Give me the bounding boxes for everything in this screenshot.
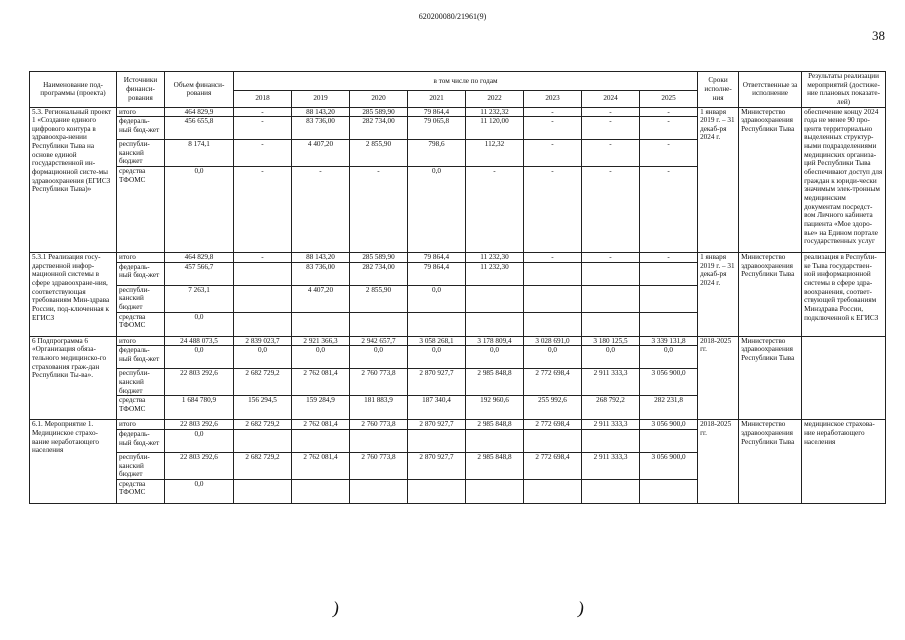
year-value: 159 284,9: [292, 396, 350, 420]
year-value: [640, 312, 698, 336]
year-value: 2 762 081,4: [292, 452, 350, 479]
year-value: 0,0: [408, 346, 466, 369]
year-value: 3 056 900,0: [640, 452, 698, 479]
year-value: 255 992,6: [524, 396, 582, 420]
funding-total: 0,0: [165, 346, 234, 369]
year-value: 2 772 698,4: [524, 452, 582, 479]
year-value: [350, 312, 408, 336]
funding-total: 464 829,8: [165, 253, 234, 263]
year-value: [582, 429, 640, 452]
year-value: 2 762 081,4: [292, 369, 350, 396]
responsible-executor: Министерство здравоохранения Республики Тыва: [739, 336, 802, 420]
year-value: 83 736,00: [292, 117, 350, 140]
responsible-executor: Министерство здравоохранения Республики Тыва: [739, 107, 802, 253]
year-value: 2 772 698,4: [524, 369, 582, 396]
year-value: [234, 312, 292, 336]
table-row: [30, 420, 886, 430]
year-value: 2 762 081,4: [292, 420, 350, 430]
funding-source: итого: [117, 336, 165, 346]
year-value: [524, 429, 582, 452]
implementation-result: реализация в Республи-ке Тыва государствен-ной информационной системы в сфере здра-воохранения, соответ-ствующей требованиям Минздрава России, подключенной к ЕГИСЗ: [802, 253, 886, 337]
year-value: 0,0: [640, 346, 698, 369]
year-value: -: [524, 117, 582, 140]
funding-total: 0,0: [165, 479, 234, 503]
year-value: 0,0: [350, 346, 408, 369]
year-value: -: [234, 107, 292, 117]
year-value: 2 870 927,7: [408, 420, 466, 430]
year-value: 2 682 729,2: [234, 452, 292, 479]
year-value: 2 985 848,8: [466, 452, 524, 479]
year-value: 88 143,20: [292, 107, 350, 117]
year-value: [234, 262, 292, 285]
year-value: 285 589,90: [350, 253, 408, 263]
year-value: [466, 479, 524, 503]
responsible-executor: Министерство здравоохранения Республики Тыва: [739, 420, 802, 504]
year-value: 187 340,4: [408, 396, 466, 420]
year-value: 156 294,5: [234, 396, 292, 420]
funding-source: итого: [117, 107, 165, 117]
funding-total: 456 655,8: [165, 117, 234, 140]
document-id: 620200080/21961(9): [418, 12, 487, 21]
year-value: -: [234, 140, 292, 167]
year-value: [466, 312, 524, 336]
year-value: 181 883,9: [350, 396, 408, 420]
program-name: 6 Подпрограмма 6 «Организация обяза-тельного медицинско-го страхования граж-дан Республики Ты-ва».: [30, 336, 117, 420]
execution-term: 1 января 2019 г. – 31 декаб-ря 2024 г.: [698, 253, 739, 337]
header-sources: Источники финанси-рования: [117, 72, 165, 108]
funding-source: итого: [117, 253, 165, 263]
header-year: 2018: [234, 91, 292, 108]
funding-total: 24 488 073,5: [165, 336, 234, 346]
year-value: 2 942 657,7: [350, 336, 408, 346]
year-value: 282 734,00: [350, 262, 408, 285]
funding-source: федераль-ный бюд-жет: [117, 117, 165, 140]
funding-total: 464 829,9: [165, 107, 234, 117]
year-value: 282 734,00: [350, 117, 408, 140]
header-year: 2024: [582, 91, 640, 108]
execution-term: 2018-2025 гг.: [698, 336, 739, 420]
year-value: 2 985 848,8: [466, 420, 524, 430]
implementation-result: медицинское страхова-ние неработающего населения: [802, 420, 886, 504]
year-value: -: [582, 140, 640, 167]
program-name: 5.3.1 Реализация госу-дарственной инфор-мационной системы в сфере здравоохране-ния, соответствующая требованиям Мин-здрава России, под-ключенная к ЕГИСЗ: [30, 253, 117, 337]
year-value: [350, 429, 408, 452]
funding-source: федераль-ный бюд-жет: [117, 262, 165, 285]
funding-source: республи-канский бюджет: [117, 140, 165, 167]
funding-total: 457 566,7: [165, 262, 234, 285]
year-value: [640, 285, 698, 312]
year-value: -: [582, 167, 640, 253]
year-value: 282 231,8: [640, 396, 698, 420]
year-value: 79 864,4: [408, 107, 466, 117]
year-value: 2 839 023,7: [234, 336, 292, 346]
funding-source: федераль-ный бюд-жет: [117, 346, 165, 369]
funding-total: 22 803 292,6: [165, 420, 234, 430]
program-name: 6.1. Мероприятие 1. Медицинское страхо-вание неработающего населения: [30, 420, 117, 504]
funding-source: республи-канский бюджет: [117, 452, 165, 479]
year-value: [350, 479, 408, 503]
year-value: [640, 262, 698, 285]
year-value: 3 056 900,0: [640, 420, 698, 430]
year-value: [234, 285, 292, 312]
year-value: 11 232,30: [466, 262, 524, 285]
year-value: [292, 312, 350, 336]
year-value: [640, 479, 698, 503]
year-value: [292, 429, 350, 452]
year-value: 192 960,6: [466, 396, 524, 420]
year-value: -: [582, 253, 640, 263]
year-value: -: [350, 167, 408, 253]
year-value: [640, 429, 698, 452]
header-year: 2021: [408, 91, 466, 108]
execution-term: 1 января 2019 г. – 31 декаб-ря 2024 г.: [698, 107, 739, 253]
table-row: [30, 253, 886, 263]
funding-source: средства ТФОМС: [117, 396, 165, 420]
year-value: [582, 479, 640, 503]
year-value: 0,0: [524, 346, 582, 369]
year-value: [524, 312, 582, 336]
funding-source: федераль-ный бюд-жет: [117, 429, 165, 452]
table-row: [30, 336, 886, 346]
year-value: [234, 429, 292, 452]
header-year: 2020: [350, 91, 408, 108]
year-value: [524, 479, 582, 503]
year-value: 2 760 773,8: [350, 452, 408, 479]
year-value: -: [640, 140, 698, 167]
year-value: [234, 479, 292, 503]
year-value: [292, 479, 350, 503]
year-value: -: [466, 167, 524, 253]
table-row: [30, 107, 886, 117]
year-value: [408, 429, 466, 452]
year-value: -: [582, 117, 640, 140]
year-value: 112,32: [466, 140, 524, 167]
year-value: [582, 312, 640, 336]
funding-source: итого: [117, 420, 165, 430]
year-value: 0,0: [234, 346, 292, 369]
year-value: 3 178 809,4: [466, 336, 524, 346]
year-value: 0,0: [466, 346, 524, 369]
header-responsible: Ответственные за исполнение: [739, 72, 802, 108]
program-name: 5.3. Региональный проект 1 «Создание единого цифрового контура в здравоохра-нении Республики Тыва на основе единой государственной ин-формационной систе-мы здравоохранения (ЕГИСЗ Республики Тыва)»: [30, 107, 117, 253]
funding-total: 0,0: [165, 429, 234, 452]
year-value: [582, 285, 640, 312]
header-year: 2025: [640, 91, 698, 108]
year-value: -: [234, 253, 292, 263]
year-value: -: [582, 107, 640, 117]
execution-term: 2018-2025 гг.: [698, 420, 739, 504]
year-value: -: [640, 253, 698, 263]
year-value: 2 760 773,8: [350, 420, 408, 430]
year-value: 2 682 729,2: [234, 369, 292, 396]
year-value: 285 589,90: [350, 107, 408, 117]
year-value: [582, 262, 640, 285]
year-value: 2 870 927,7: [408, 369, 466, 396]
year-value: 11 232,30: [466, 253, 524, 263]
header-name: Наименование под-программы (проекта): [30, 72, 117, 108]
year-value: 2 855,90: [350, 140, 408, 167]
year-value: 0,0: [292, 346, 350, 369]
year-value: -: [234, 117, 292, 140]
year-value: 4 407,20: [292, 140, 350, 167]
year-value: 2 921 366,3: [292, 336, 350, 346]
year-value: 79 065,8: [408, 117, 466, 140]
funding-total: 22 803 292,6: [165, 452, 234, 479]
year-value: 3 180 125,5: [582, 336, 640, 346]
funding-source: средства ТФОМС: [117, 479, 165, 503]
implementation-result: обеспечение концу 2024 года не менее 90 про-центв территориально выделенных структур-ными подразделениями медицинских организа-ций Республики Тыва обеспечивают доступ для граждан к юриди-чески значимым элек-тронным медицинским документам посредст-вом Личного кабинета пациента «Мое здоро-вье» на Едином портале государственных услуг: [802, 107, 886, 253]
year-value: -: [234, 167, 292, 253]
year-value: [524, 285, 582, 312]
year-value: -: [524, 107, 582, 117]
year-value: 3 028 691,0: [524, 336, 582, 346]
year-value: 0,0: [408, 285, 466, 312]
year-value: [466, 285, 524, 312]
funding-source: средства ТФОМС: [117, 167, 165, 253]
year-value: -: [640, 117, 698, 140]
header-results: Результаты реализации мероприятий (достиже-ние плановых показате-лей): [802, 72, 886, 108]
year-value: 2 870 927,7: [408, 452, 466, 479]
handwritten-mark: ): [576, 597, 586, 619]
financing-table: [29, 71, 886, 504]
year-value: 3 056 900,0: [640, 369, 698, 396]
year-value: [408, 312, 466, 336]
year-value: 0,0: [408, 167, 466, 253]
funding-source: средства ТФОМС: [117, 312, 165, 336]
year-value: 2 682 729,2: [234, 420, 292, 430]
handwritten-mark: ): [331, 597, 341, 619]
year-value: 798,6: [408, 140, 466, 167]
funding-source: республи-канский бюджет: [117, 285, 165, 312]
year-value: 2 855,90: [350, 285, 408, 312]
year-value: [466, 429, 524, 452]
year-value: 268 792,2: [582, 396, 640, 420]
year-value: 2 911 333,3: [582, 369, 640, 396]
header-year: 2023: [524, 91, 582, 108]
funding-total: 0,0: [165, 312, 234, 336]
year-value: 79 864,4: [408, 262, 466, 285]
year-value: [408, 479, 466, 503]
funding-total: 7 263,1: [165, 285, 234, 312]
year-value: -: [524, 167, 582, 253]
year-value: 3 339 131,8: [640, 336, 698, 346]
funding-total: 8 174,1: [165, 140, 234, 167]
year-value: 88 143,20: [292, 253, 350, 263]
year-value: 0,0: [582, 346, 640, 369]
year-value: 2 760 773,8: [350, 369, 408, 396]
header-by-years: в том числе по годам: [234, 72, 698, 91]
year-value: [524, 262, 582, 285]
funding-total: 1 684 780,9: [165, 396, 234, 420]
year-value: 2 985 848,8: [466, 369, 524, 396]
implementation-result: [802, 336, 886, 420]
funding-source: республи-канский бюджет: [117, 369, 165, 396]
year-value: 2 911 333,3: [582, 452, 640, 479]
year-value: 83 736,00: [292, 262, 350, 285]
year-value: 11 120,00: [466, 117, 524, 140]
year-value: -: [524, 140, 582, 167]
responsible-executor: Министерство здравоохранения Республики Тыва: [739, 253, 802, 337]
header-volume: Объем финанси-рования: [165, 72, 234, 108]
year-value: -: [640, 167, 698, 253]
year-value: -: [640, 107, 698, 117]
header-year: 2019: [292, 91, 350, 108]
year-value: -: [524, 253, 582, 263]
header-terms: Сроки исполне-ния: [698, 72, 739, 108]
year-value: 2 911 333,3: [582, 420, 640, 430]
year-value: 3 058 268,1: [408, 336, 466, 346]
year-value: 79 864,4: [408, 253, 466, 263]
page-number: 38: [872, 28, 885, 43]
year-value: 2 772 698,4: [524, 420, 582, 430]
year-value: -: [292, 167, 350, 253]
year-value: 11 232,32: [466, 107, 524, 117]
header-year: 2022: [466, 91, 524, 108]
funding-total: 22 803 292,6: [165, 369, 234, 396]
year-value: 4 407,20: [292, 285, 350, 312]
funding-total: 0,0: [165, 167, 234, 253]
